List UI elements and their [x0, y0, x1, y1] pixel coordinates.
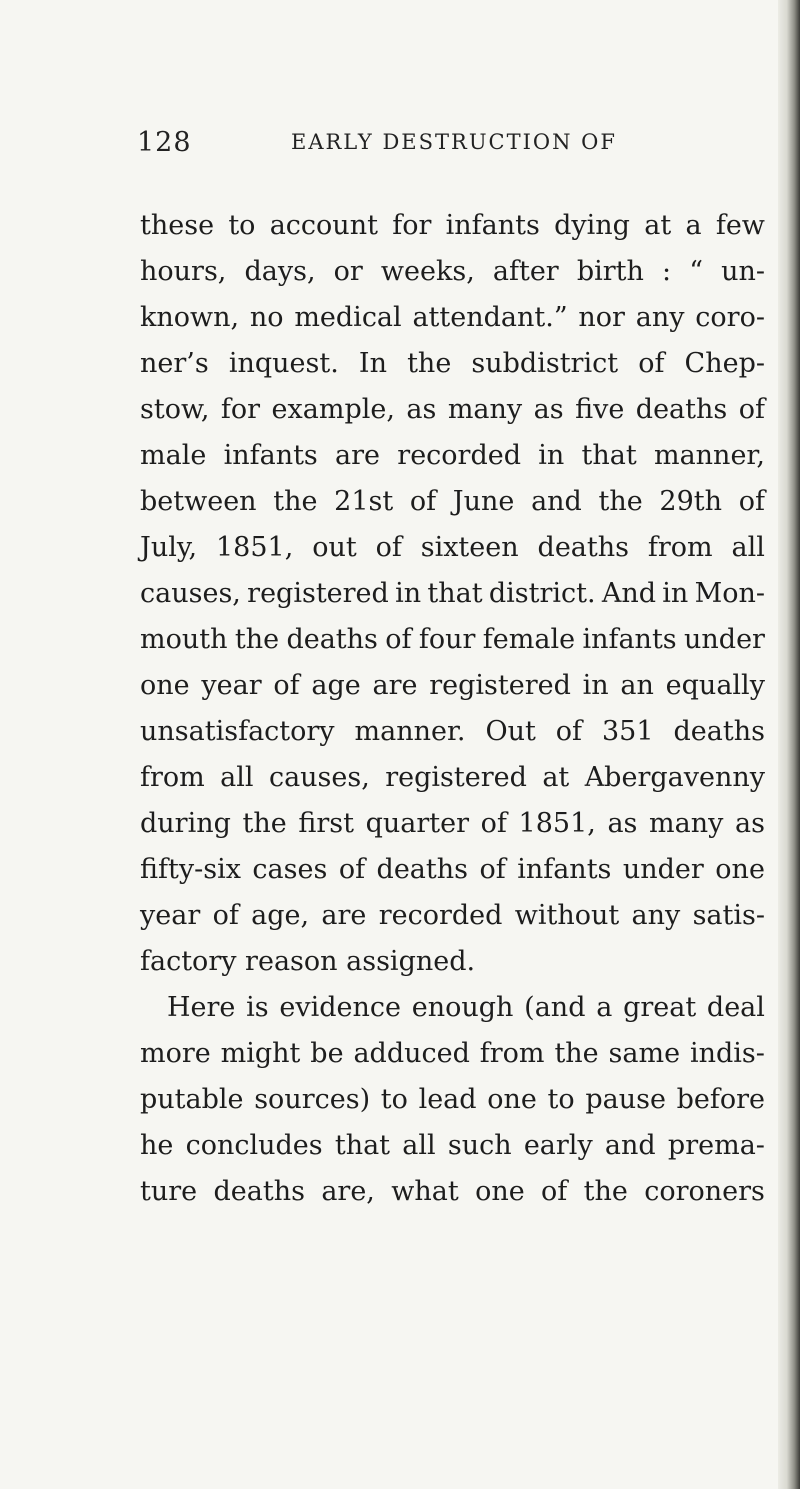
word: might — [220, 1038, 301, 1069]
word: four — [418, 624, 476, 655]
word: in — [538, 440, 565, 471]
word: such — [447, 1130, 512, 1161]
text-line-2 — [140, 249, 765, 295]
word: a — [685, 210, 702, 241]
word: unsatisfactory — [140, 716, 335, 747]
word: 29th — [659, 486, 723, 517]
word: concludes — [185, 1130, 323, 1161]
word: that — [334, 1130, 391, 1161]
word: 1851, — [518, 808, 596, 839]
word: the — [554, 1038, 599, 1069]
word: as — [735, 808, 765, 839]
word: of — [738, 394, 765, 425]
word: 1851, — [216, 532, 294, 563]
page-gutter-shadow — [778, 0, 800, 1489]
word: sources) — [254, 1084, 371, 1115]
word: five — [575, 394, 625, 425]
text-line-11 — [140, 663, 765, 709]
word: And — [601, 578, 657, 609]
word: as — [607, 808, 638, 839]
word: are — [372, 670, 418, 701]
text-line-19 — [140, 1031, 765, 1077]
word: all — [220, 762, 254, 793]
word: 21st — [334, 486, 394, 517]
word: of — [555, 716, 583, 747]
word: nor — [578, 302, 625, 333]
word: a — [596, 992, 613, 1023]
word: between — [140, 486, 257, 517]
word: female — [482, 624, 576, 655]
word: in — [582, 670, 609, 701]
word: deaths — [286, 624, 378, 655]
word: attendant.” — [412, 302, 568, 333]
page-number: 128 — [137, 127, 192, 158]
text-line-9 — [140, 571, 765, 617]
word: the — [583, 1176, 628, 1207]
word: ture — [140, 1176, 198, 1207]
word: coroners — [644, 1176, 765, 1207]
word: district. — [488, 578, 596, 609]
text-line-18 — [140, 985, 765, 1031]
word: deaths — [635, 394, 728, 425]
word: to — [228, 210, 256, 241]
word: of — [479, 854, 506, 885]
text-line-1 — [140, 203, 765, 249]
word: in — [395, 578, 422, 609]
word: are, — [321, 1176, 375, 1207]
word: stow, — [140, 394, 210, 425]
word: : — [661, 256, 672, 287]
word: few — [715, 210, 765, 241]
word: satis- — [692, 900, 765, 931]
word: adduced — [353, 1038, 470, 1069]
word: be — [310, 1038, 344, 1069]
word: medical — [294, 302, 402, 333]
text-line-17: factory reason assigned. — [140, 946, 476, 977]
word: without — [514, 900, 620, 931]
word: before — [676, 1084, 765, 1115]
word: Abergavenny — [584, 762, 765, 793]
word: out — [312, 532, 357, 563]
word: un- — [721, 256, 765, 287]
word: year — [201, 670, 262, 701]
word: as — [533, 394, 564, 425]
word: Here — [167, 992, 236, 1023]
text-line-10 — [140, 617, 765, 663]
word: from — [647, 532, 713, 563]
word: of — [212, 900, 239, 931]
word: recorded — [397, 440, 521, 471]
word: Mon- — [694, 578, 765, 609]
word: evidence — [279, 992, 402, 1023]
word: year — [140, 900, 201, 931]
word: and — [531, 486, 582, 517]
word: same — [608, 1038, 681, 1069]
body-text — [140, 203, 765, 1215]
word: registered — [385, 762, 527, 793]
word: causes, — [140, 578, 241, 609]
word: subdistrict — [471, 348, 619, 379]
word: to — [547, 1084, 575, 1115]
running-head: EARLY DESTRUCTION OF — [291, 130, 617, 154]
word: infants — [582, 624, 677, 655]
word: Out — [485, 716, 536, 747]
word: (and — [524, 992, 586, 1023]
word: of — [738, 486, 765, 517]
text-line-6 — [140, 433, 765, 479]
word: no — [249, 302, 284, 333]
word: deaths — [537, 532, 629, 563]
word: coro- — [695, 302, 765, 333]
word: equally — [665, 670, 765, 701]
word: one — [715, 854, 765, 885]
word: to — [380, 1084, 408, 1115]
word: many — [649, 808, 724, 839]
text-line-22 — [140, 1169, 765, 1215]
text-line-3 — [140, 295, 765, 341]
word: the — [273, 486, 318, 517]
text-line-4 — [140, 341, 765, 387]
word: any — [635, 302, 685, 333]
word: in — [662, 578, 689, 609]
word: account — [269, 210, 378, 241]
word: after — [492, 256, 559, 287]
word: ner’s — [140, 348, 209, 379]
text-line-5 — [140, 387, 765, 433]
word: Chep- — [684, 348, 765, 379]
word: one — [475, 1176, 525, 1207]
word: prema- — [667, 1130, 765, 1161]
word: that — [581, 440, 637, 471]
text-line-16 — [140, 893, 765, 939]
word: infants — [445, 210, 540, 241]
word: one — [140, 670, 190, 701]
word: days, — [244, 256, 316, 287]
word: infants — [517, 854, 612, 885]
word: that — [427, 578, 483, 609]
word: June — [452, 486, 515, 517]
word: he — [140, 1130, 174, 1161]
word: lead — [418, 1084, 477, 1115]
word: age, — [251, 900, 310, 931]
word: male — [140, 440, 207, 471]
word: all — [731, 532, 765, 563]
word: causes, — [268, 762, 370, 793]
word: manner, — [653, 440, 765, 471]
word: registered — [247, 578, 389, 609]
word: 351 — [601, 716, 654, 747]
word: deaths — [673, 716, 765, 747]
word: more — [140, 1038, 211, 1069]
word: and — [604, 1130, 656, 1161]
word: of — [385, 624, 412, 655]
word: from — [479, 1038, 545, 1069]
word: what — [391, 1176, 459, 1207]
word: from — [140, 762, 205, 793]
word: July, — [140, 532, 198, 563]
word: indis- — [689, 1038, 765, 1069]
word: registered — [429, 670, 571, 701]
word: dying — [554, 210, 630, 241]
word: are — [321, 900, 367, 931]
word: first — [298, 808, 354, 839]
word: the — [234, 624, 280, 655]
text-line-8 — [140, 525, 765, 571]
word: under — [684, 624, 765, 655]
word: recorded — [378, 900, 503, 931]
word: the — [598, 486, 643, 517]
word: any — [631, 900, 681, 931]
word: pause — [585, 1084, 666, 1115]
word: of — [409, 486, 437, 517]
word: these — [140, 210, 215, 241]
word: mouth — [140, 624, 228, 655]
word: the — [242, 808, 287, 839]
word: fifty-six — [140, 854, 241, 885]
word: cases — [252, 854, 328, 885]
word: sixteen — [420, 532, 519, 563]
text-line-14 — [140, 801, 765, 847]
word: deaths — [213, 1176, 305, 1207]
word: at — [542, 762, 570, 793]
word: the — [407, 348, 452, 379]
word: deaths — [376, 854, 468, 885]
text-line-13 — [140, 755, 765, 801]
word: is — [246, 992, 269, 1023]
word: all — [402, 1130, 436, 1161]
word: of — [338, 854, 366, 885]
word: for — [392, 210, 432, 241]
word: birth — [576, 256, 644, 287]
word: at — [644, 210, 672, 241]
text-line-12 — [140, 709, 765, 755]
text-line-15 — [140, 847, 765, 893]
word: infants — [223, 440, 318, 471]
word: hours, — [140, 256, 227, 287]
word: “ — [689, 256, 703, 287]
word: are — [335, 440, 381, 471]
page-header — [137, 127, 657, 167]
word: early — [523, 1130, 593, 1161]
word: great — [623, 992, 697, 1023]
word: age — [311, 670, 361, 701]
word: of — [375, 532, 402, 563]
word: for — [220, 394, 261, 425]
word: weeks, — [380, 256, 475, 287]
word: deal — [706, 992, 765, 1023]
word: manner. — [354, 716, 466, 747]
word: of — [273, 670, 300, 701]
word: of — [541, 1176, 568, 1207]
word: quarter — [365, 808, 470, 839]
word: an — [620, 670, 654, 701]
word: or — [333, 256, 363, 287]
word: In — [358, 348, 387, 379]
word: under — [622, 854, 704, 885]
word: one — [487, 1084, 537, 1115]
word: known, — [140, 302, 240, 333]
word: putable — [140, 1084, 244, 1115]
word: inquest. — [228, 348, 339, 379]
text-line-21 — [140, 1123, 765, 1169]
word: as — [406, 394, 437, 425]
word: example, — [271, 394, 395, 425]
text-line-20 — [140, 1077, 765, 1123]
word: enough — [411, 992, 514, 1023]
word: of — [638, 348, 665, 379]
text-line-7 — [140, 479, 765, 525]
word: during — [140, 808, 231, 839]
word: many — [447, 394, 523, 425]
word: of — [480, 808, 507, 839]
